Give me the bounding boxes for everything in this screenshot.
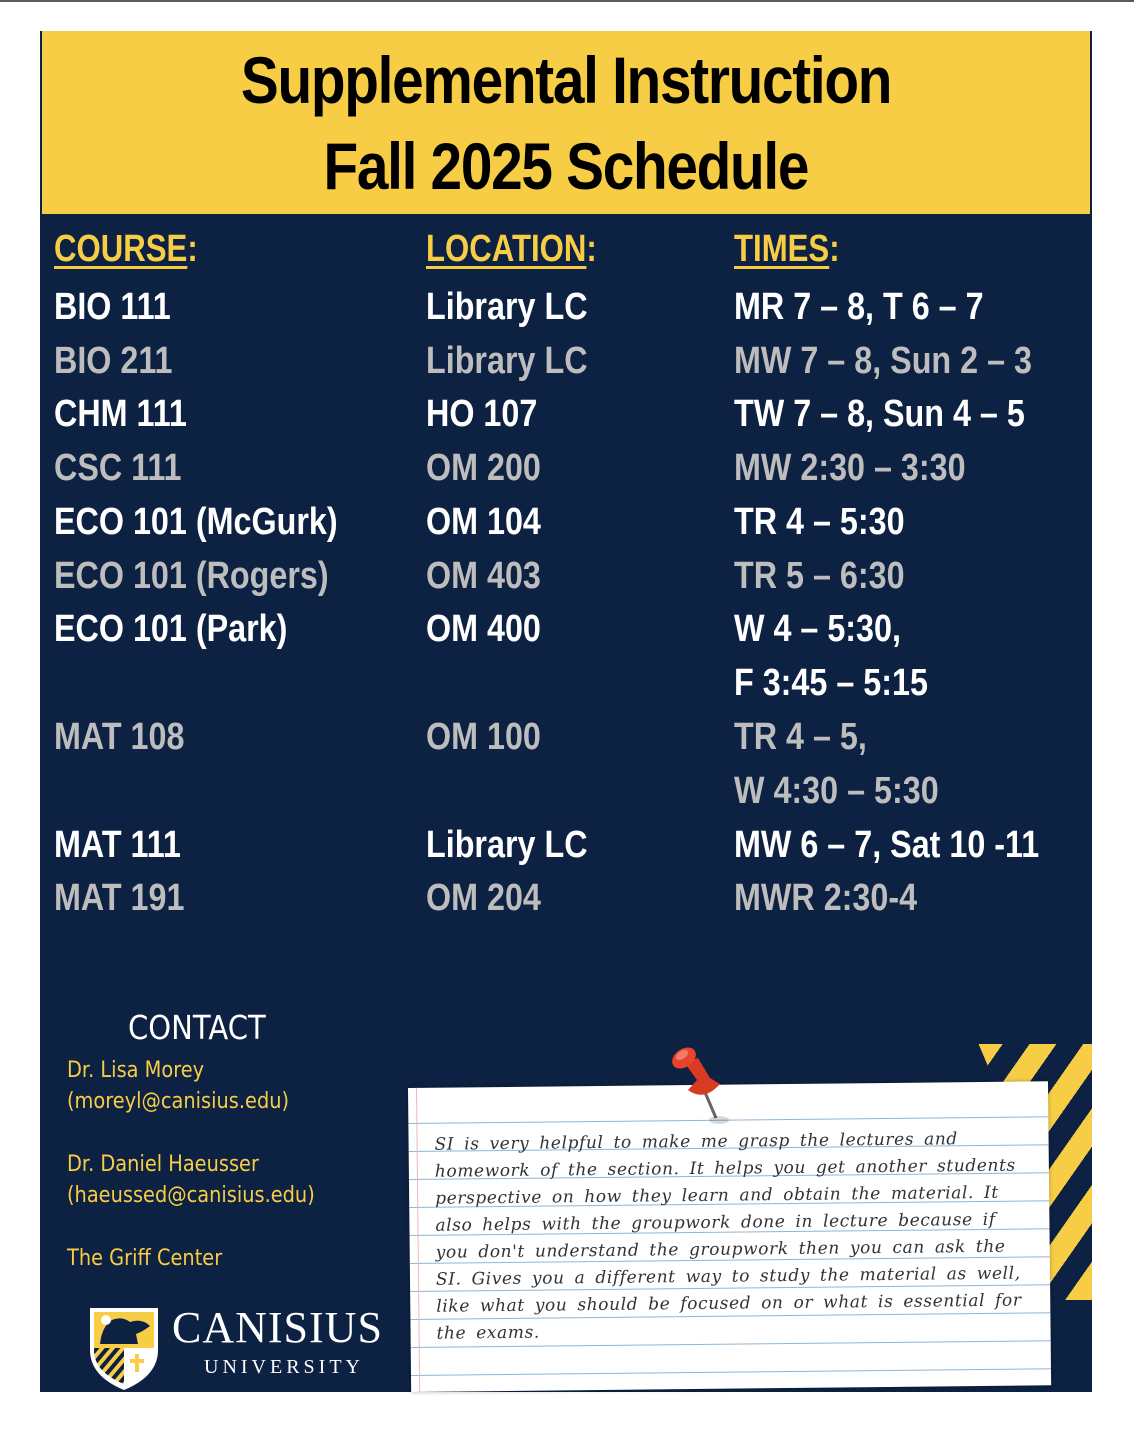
location-cell: OM 200 [426, 447, 541, 489]
column-header-times: TIMES: [734, 228, 840, 270]
contact-email-2[interactable]: (haeussed@canisius.edu) [67, 1183, 315, 1208]
course-cell: ECO 101 (Rogers) [54, 555, 329, 597]
column-header-location: LOCATION: [426, 228, 597, 270]
times-cell: W 4 – 5:30, [734, 608, 901, 650]
times-cell: MR 7 – 8, T 6 – 7 [734, 286, 984, 328]
course-cell: MAT 111 [54, 824, 181, 866]
times-cell: MW 6 – 7, Sat 10 -11 [734, 824, 1040, 866]
contact-heading: CONTACT [128, 1008, 266, 1047]
location-cell: OM 100 [426, 716, 541, 758]
logo-wordmark: CANISIUS [172, 1303, 383, 1352]
location-cell: Library LC [426, 340, 588, 382]
course-cell: ECO 101 (Park) [54, 608, 288, 650]
times-cell: MW 7 – 8, Sun 2 – 3 [734, 340, 1032, 382]
course-cell: CHM 111 [54, 393, 187, 435]
location-cell: OM 403 [426, 555, 541, 597]
location-cell: OM 400 [426, 608, 541, 650]
contact-name-2: Dr. Daniel Haeusser [67, 1152, 259, 1177]
pushpin-icon [664, 1044, 734, 1124]
flyer-header [42, 31, 1090, 214]
column-header-course: COURSE: [54, 228, 198, 270]
testimonial-note [408, 1081, 1051, 1392]
course-cell: MAT 108 [54, 716, 185, 758]
times-cell: MWR 2:30-4 [734, 877, 918, 919]
times-cell: TR 4 – 5, [734, 716, 867, 758]
course-cell: BIO 211 [54, 340, 173, 382]
contact-center: The Griff Center [67, 1246, 223, 1271]
times-cell-continued: F 3:45 – 5:15 [734, 662, 928, 704]
logo-subtitle: UNIVERSITY [204, 1356, 364, 1378]
title-line-1: Supplemental Instruction [240, 42, 892, 117]
location-cell: OM 204 [426, 877, 541, 919]
location-cell: HO 107 [426, 393, 538, 435]
title-line-2: Fall 2025 Schedule [323, 128, 809, 203]
location-cell: OM 104 [426, 501, 541, 543]
course-cell: ECO 101 (McGurk) [54, 501, 338, 543]
times-cell: TR 4 – 5:30 [734, 501, 905, 543]
course-cell: BIO 111 [54, 286, 171, 328]
top-border [0, 0, 1134, 2]
times-cell: TR 5 – 6:30 [734, 555, 905, 597]
times-cell: MW 2:30 – 3:30 [734, 447, 966, 489]
times-cell-continued: W 4:30 – 5:30 [734, 770, 939, 812]
location-cell: Library LC [426, 286, 588, 328]
location-cell: Library LC [426, 824, 588, 866]
contact-email-1[interactable]: (moreyl@canisius.edu) [67, 1089, 290, 1114]
testimonial-text: SI is very helpful to make me grasp the lectures and homework of the section. It helps you get another students perspective on how they learn and obtain the material. It also helps with the groupwork done in lecture because if you don't understand the groupwork then you can ask the SI. Gives you a different way to study the material as well, like what you should be focused on or what is essential for the exams. [434, 1129, 1022, 1344]
course-cell: CSC 111 [54, 447, 182, 489]
course-cell: MAT 191 [54, 877, 185, 919]
shield-icon [86, 1302, 162, 1392]
times-cell: TW 7 – 8, Sun 4 – 5 [734, 393, 1025, 435]
canisius-logo [86, 1302, 396, 1392]
contact-name-1: Dr. Lisa Morey [67, 1058, 205, 1083]
